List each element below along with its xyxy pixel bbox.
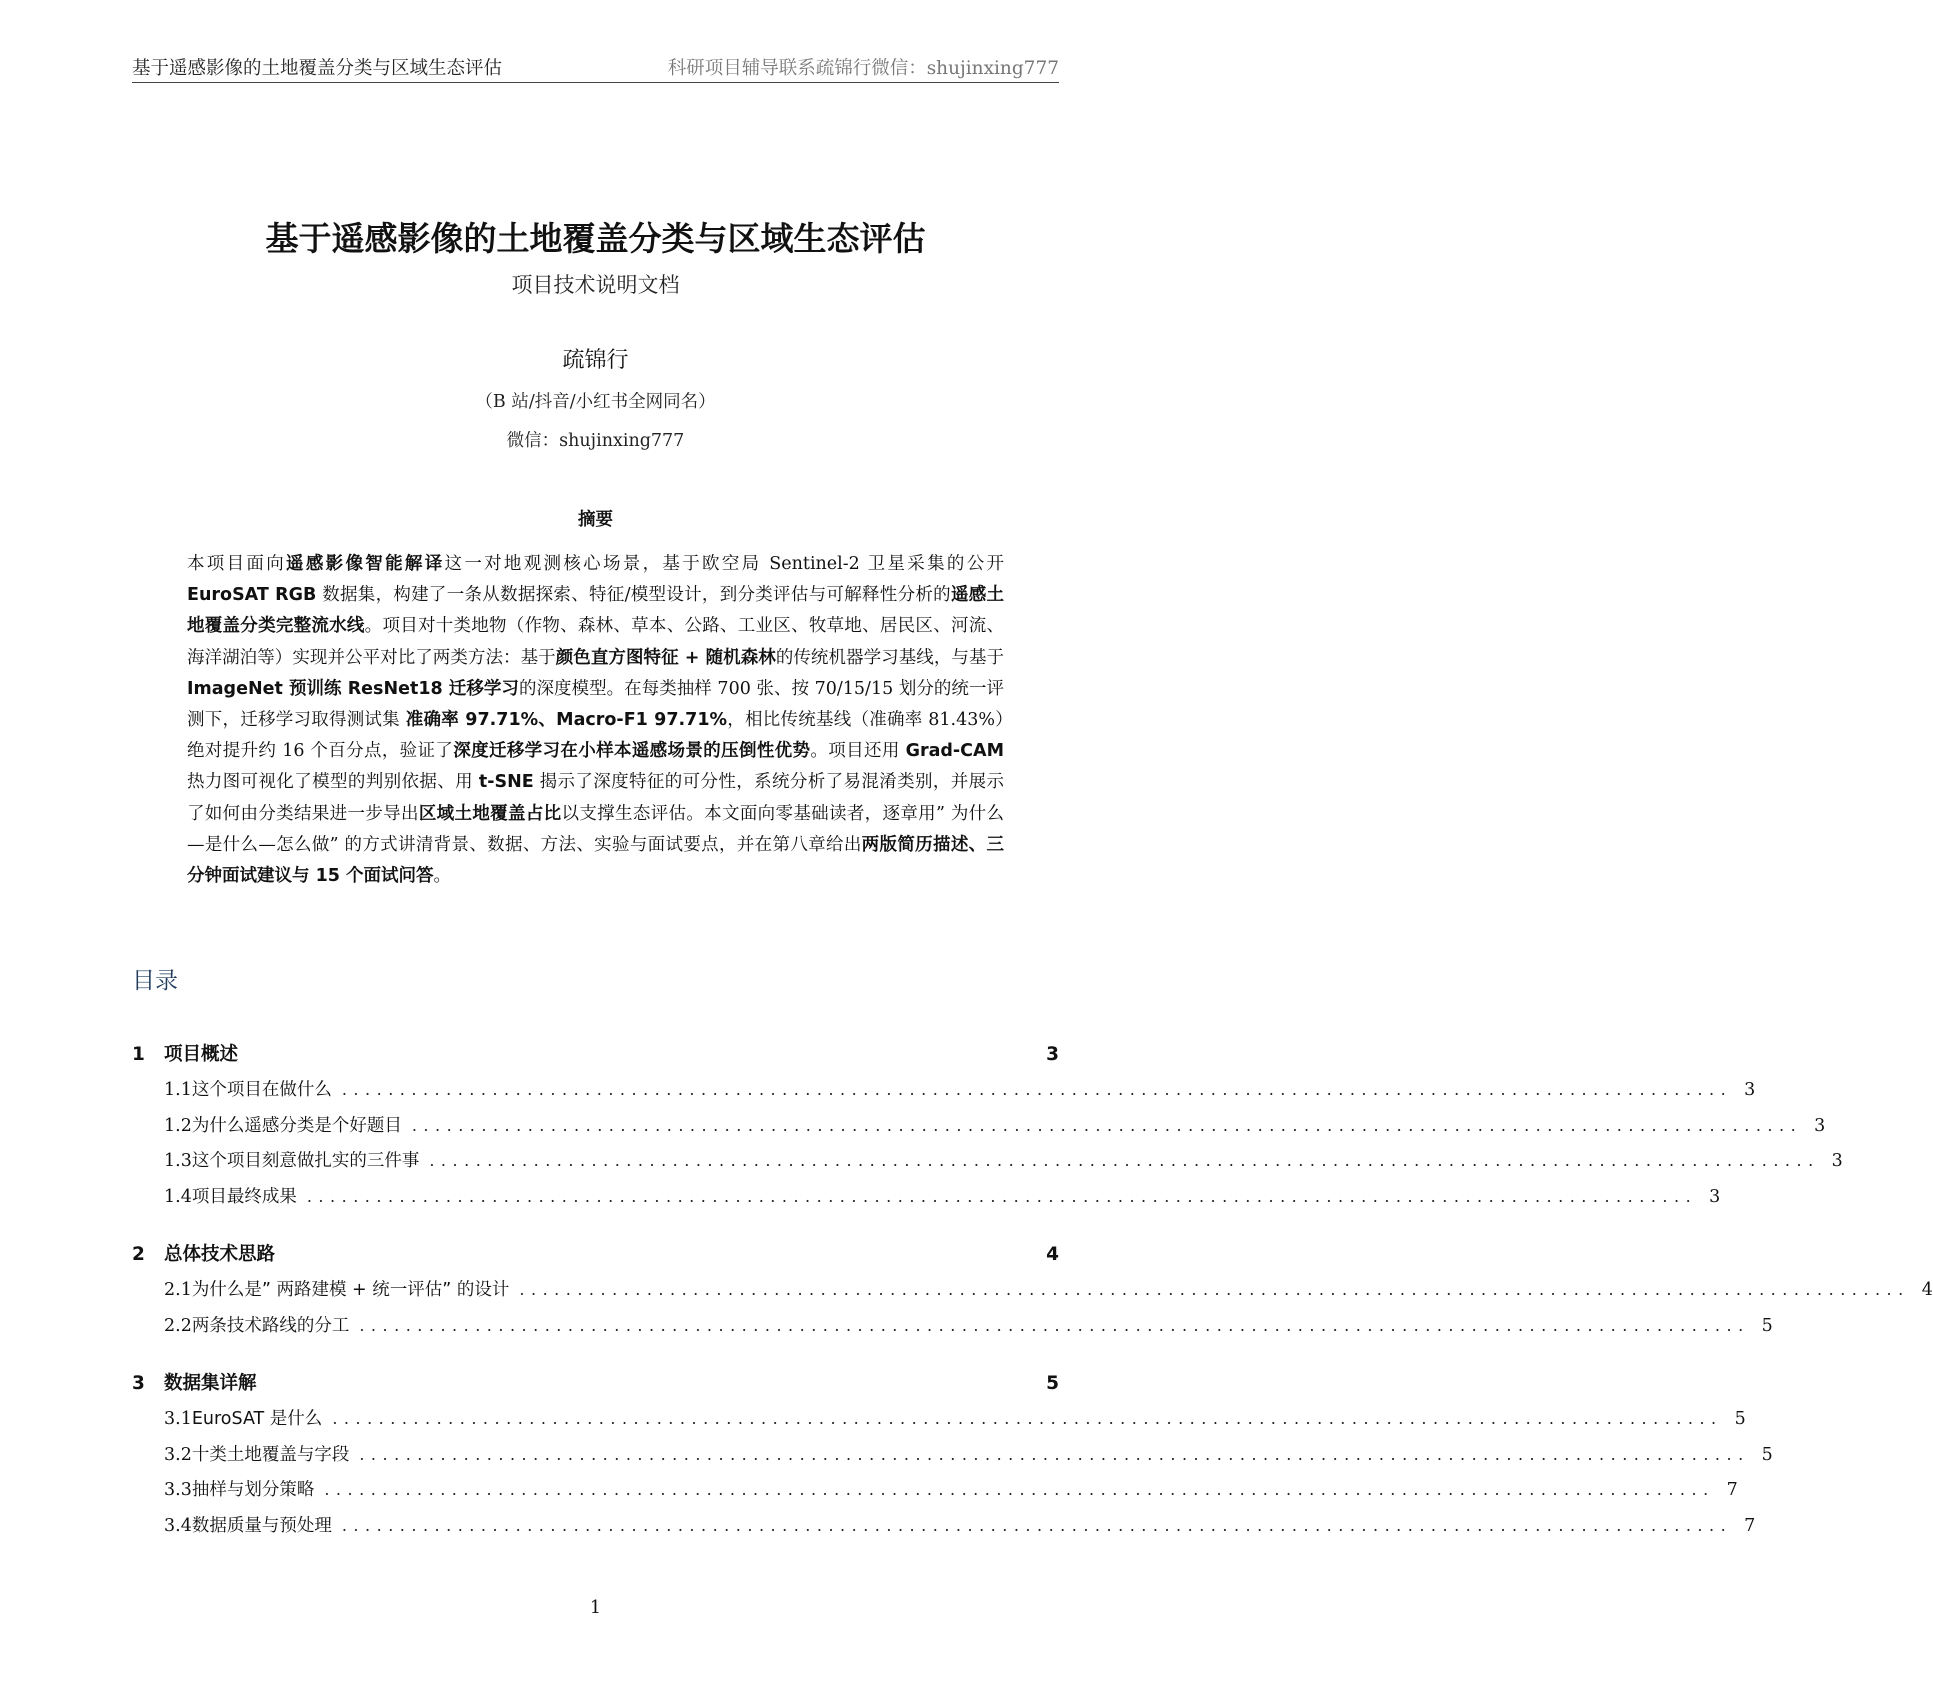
toc-entry-2-2[interactable] [132, 1312, 1773, 1348]
abstract-run: 以支撑生态评估。本文面向零基础读者，逐章用” 为什么—是什么—怎么做” 的方式讲清背景、数据、方法、实验与面试要点，并在第八章给出 [187, 803, 1004, 855]
toc-section-1[interactable] [132, 1040, 1059, 1076]
abstract-run: 的深度模型。在每类抽样 700 张、按 70/15/15 划分的统一评测下，迁移学习取得测试集 [187, 678, 1004, 731]
toc-leader-dots: ........................................................................................................................ [306, 1186, 1698, 1206]
toc-entry-1-3[interactable] [132, 1147, 1843, 1183]
toc-entry-1-2[interactable] [132, 1112, 1826, 1148]
abstract-run: 。项目还用 [810, 741, 906, 762]
abstract-emphasis: t-SNE [478, 772, 534, 793]
toc-leader-dots: ........................................................................................................................ [341, 1080, 1733, 1099]
toc-entry-title: 这个项目在做什么 [191, 1080, 332, 1100]
toc-entry-number: 2.2 [164, 1315, 192, 1336]
author-name: 疏锦行 [562, 348, 629, 373]
abstract-emphasis: 颜色直方图特征 + 随机森林 [555, 647, 776, 668]
toc-entry-number: 3.1 [164, 1409, 192, 1429]
toc-section-title: 项目概述 [164, 1044, 239, 1065]
abstract-emphasis: ImageNet 预训练 ResNet18 迁移学习 [187, 678, 519, 699]
abstract-run: 数据集，构建了一条从数据探索、特征/模型设计，到分类评估与可解释性分析的 [316, 585, 951, 606]
toc-entry-number: 3.3 [164, 1480, 192, 1500]
toc-entry-title: 数据质量与预处理 [191, 1515, 332, 1536]
running-header [132, 52, 1059, 83]
toc-section-num: 1 [132, 1044, 145, 1065]
running-header-contact: 科研项目辅导联系疏锦行微信：shujinxing777 [667, 58, 1059, 79]
abstract-emphasis: 遥感影像智能解译 [286, 554, 445, 574]
toc-entry-page: 5 [1761, 1444, 1773, 1465]
toc-entry-number: 3.2 [164, 1444, 192, 1465]
toc-entry-3-3[interactable] [132, 1476, 1738, 1512]
toc-entry-1-4[interactable] [132, 1183, 1721, 1219]
toc-entry-3-1[interactable] [132, 1405, 1746, 1441]
toc-heading: 目录 [132, 968, 178, 994]
abstract-run: 。 [433, 866, 452, 887]
toc-entry-title: EuroSAT 是什么 [191, 1409, 323, 1429]
toc-leader-dots: ........................................................................................................................ [411, 1115, 1803, 1135]
document-subtitle: 项目技术说明文档 [511, 273, 680, 297]
page-number: 1 [589, 1598, 602, 1618]
toc-entry-page: 3 [1744, 1080, 1756, 1100]
toc-entry-page: 4 [1921, 1280, 1933, 1300]
toc-entry-title: 两条技术路线的分工 [191, 1315, 350, 1336]
toc-entry-2-1[interactable] [132, 1276, 1933, 1312]
toc-section-page: 4 [1046, 1244, 1059, 1265]
toc-entry-number: 2.1 [164, 1280, 192, 1300]
abstract-run: ，相比传统基线（准确率 81.43%）绝对提升约 16 个百分点，验证了 [187, 710, 1004, 762]
toc-leader-dots: ........................................................................................................................ [332, 1409, 1723, 1428]
abstract-text [187, 549, 1004, 892]
table-of-contents [132, 1040, 1933, 1547]
running-header-title: 基于遥感影像的土地覆盖分类与区域生态评估 [132, 58, 503, 79]
abstract-run: 。项目对十类地物（作物、森林、草本、公路、工业区、牧草地、居民区、河流、海洋湖泊等）实现并公平对比了两类方法：基于 [187, 616, 1005, 668]
toc-entry-number: 3.4 [164, 1515, 192, 1536]
toc-entry-title: 项目最终成果 [191, 1186, 297, 1207]
toc-entry-number: 1.4 [164, 1186, 192, 1207]
toc-section-title: 总体技术思路 [164, 1244, 276, 1265]
toc-leader-dots: ........................................................................................................................ [359, 1444, 1750, 1464]
toc-entry-number: 1.1 [164, 1080, 192, 1100]
toc-section-2[interactable] [132, 1240, 1059, 1276]
toc-entry-3-2[interactable] [132, 1441, 1773, 1477]
abstract-run: 揭示了深度特征的可分性，系统分析了易混淆类别，并展示了如何由分类结果进一步导出 [187, 772, 1005, 824]
toc-section-page: 5 [1046, 1373, 1059, 1394]
toc-section-page: 3 [1046, 1044, 1059, 1065]
toc-entry-page: 3 [1709, 1186, 1721, 1207]
abstract-heading: 摘要 [578, 510, 613, 530]
toc-entry-page: 3 [1814, 1115, 1826, 1136]
toc-leader-dots: ........................................................................................................................ [429, 1151, 1820, 1170]
toc-entry-3-4[interactable] [132, 1512, 1756, 1548]
abstract-emphasis: 两版简历描述、三分钟面试建议与 15 个面试问答 [187, 834, 1005, 887]
abstract-emphasis: Grad-CAM [905, 741, 1004, 762]
toc-entry-title: 抽样与划分策略 [191, 1480, 315, 1500]
abstract-emphasis: 遥感土地覆盖分类完整流水线 [187, 585, 1005, 637]
abstract-emphasis: 区域土地覆盖占比 [418, 803, 562, 824]
toc-leader-dots: ........................................................................................................................ [359, 1315, 1750, 1335]
toc-entry-page: 5 [1761, 1315, 1773, 1336]
toc-entry-title: 这个项目刻意做扎实的三件事 [191, 1151, 420, 1171]
toc-section-title: 数据集详解 [164, 1373, 257, 1394]
abstract-run: 这一对地观测核心场景，基于欧空局 Sentinel-2 卫星采集的公开 [444, 554, 1005, 574]
document-title: 基于遥感影像的土地覆盖分类与区域生态评估 [265, 219, 926, 258]
abstract-run: 本项目面向 [187, 554, 287, 574]
author-affiliation: （B 站/抖音/小红书全网同名） [475, 392, 716, 412]
toc-section-num: 3 [132, 1373, 145, 1394]
toc-entry-1-1[interactable] [132, 1076, 1756, 1112]
toc-entry-page: 5 [1734, 1409, 1746, 1429]
toc-section-num: 2 [132, 1244, 145, 1265]
abstract-emphasis: EuroSAT RGB [187, 585, 317, 606]
abstract-emphasis: 准确率 97.71%、Macro-F1 97.71% [405, 710, 728, 731]
toc-leader-dots: ........................................................................................................................ [324, 1480, 1715, 1499]
toc-entry-title: 为什么是” 两路建模 + 统一评估” 的设计 [191, 1280, 510, 1300]
toc-entry-page: 7 [1744, 1515, 1756, 1536]
toc-entry-page: 3 [1831, 1151, 1843, 1171]
toc-entry-title: 十类土地覆盖与字段 [191, 1444, 350, 1465]
toc-entry-title: 为什么遥感分类是个好题目 [191, 1115, 402, 1136]
author-wechat: 微信：shujinxing777 [506, 431, 685, 451]
abstract-emphasis: 深度迁移学习在小样本遥感场景的压倒性优势 [453, 741, 811, 762]
toc-entry-page: 7 [1726, 1480, 1738, 1500]
title-block [132, 215, 1059, 452]
abstract-run: 热力图可视化了模型的判别依据、用 [187, 772, 479, 793]
toc-section-3[interactable] [132, 1369, 1059, 1405]
toc-entry-number: 1.2 [164, 1115, 192, 1136]
toc-leader-dots: ........................................................................................................................ [519, 1280, 1910, 1299]
abstract-run: 的传统机器学习基线，与基于 [775, 647, 1005, 668]
toc-entry-number: 1.3 [164, 1151, 192, 1171]
toc-leader-dots: ........................................................................................................................ [341, 1515, 1733, 1535]
